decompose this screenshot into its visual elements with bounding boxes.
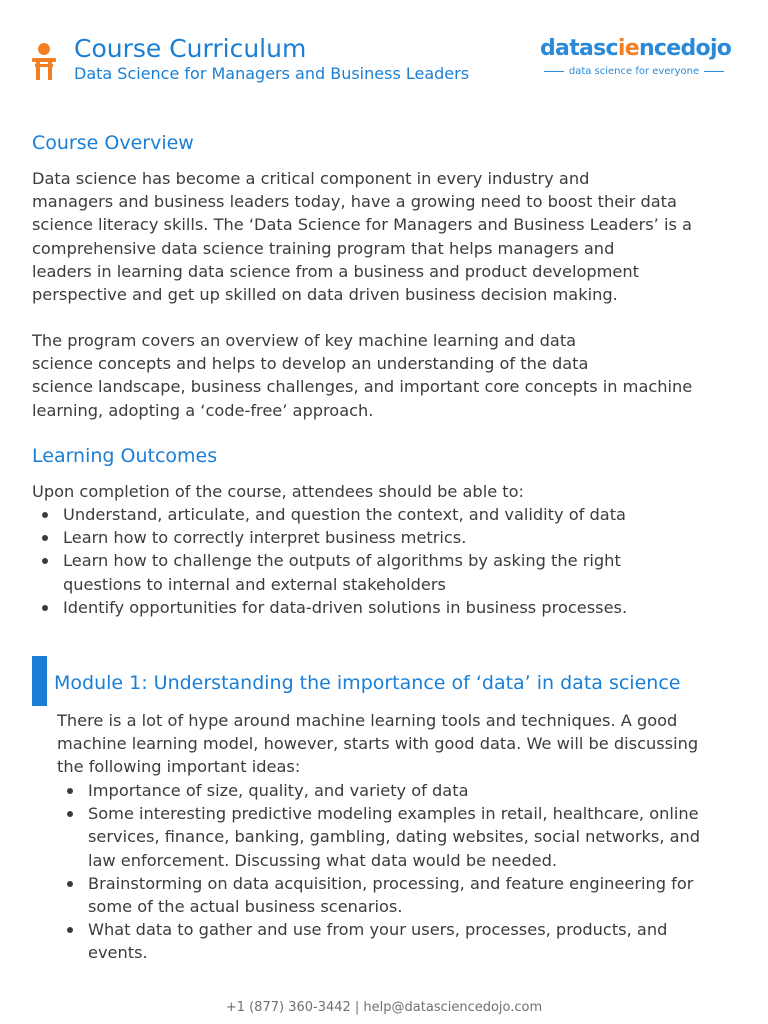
list-item xyxy=(32,526,732,549)
outcomes-intro xyxy=(32,480,732,503)
text-line: services, finance, banking, gambling, dating websites, social networks, and xyxy=(88,827,701,847)
text-line: questions to internal and external stakeholders xyxy=(63,574,446,594)
text-line: Brainstorming on data acquisition, processing, and feature engineering for xyxy=(88,873,694,893)
list-item xyxy=(57,918,737,964)
page-subtitle: Data Science for Managers and Business Leaders xyxy=(74,64,470,83)
text-line: There is a lot of hype around machine learning tools and techniques. A good xyxy=(57,711,678,730)
logo-wordmark xyxy=(540,36,731,61)
text-line: Some interesting predictive modeling examples in retail, healthcare, online xyxy=(88,804,699,824)
list-item xyxy=(32,503,732,526)
logo-part: ie xyxy=(617,36,639,61)
logo-tagline-row xyxy=(538,66,730,77)
logo-part: datasc xyxy=(540,36,618,61)
text-line: Data science has become a critical component in every industry and xyxy=(32,169,590,188)
text-line: Upon completion of the course, attendees should be able to: xyxy=(32,482,525,501)
text-line: learning, adopting a ‘code-free’ approach. xyxy=(32,400,374,420)
text-line: Identify opportunities for data-driven solutions in business processes. xyxy=(63,597,628,617)
brand-logo xyxy=(538,36,730,82)
logo-tagline: data science for everyone xyxy=(568,66,700,77)
text-line: comprehensive data science training program that helps managers and xyxy=(32,238,615,258)
dojo-gate-icon xyxy=(30,42,58,82)
list-item xyxy=(57,779,737,802)
overview-paragraph-1 xyxy=(32,167,732,306)
list-item xyxy=(57,872,737,918)
text-line: science landscape, business challenges, and important core concepts in machine xyxy=(32,377,693,397)
text-line: events. xyxy=(88,943,148,963)
page-header xyxy=(0,0,768,100)
logo-part: dojo xyxy=(680,36,732,61)
module-1-list xyxy=(57,779,737,965)
text-line: What data to gather and use from your users, processes, products, and xyxy=(88,920,668,940)
text-line: The program covers an overview of key machine learning and data xyxy=(32,331,577,350)
text-line: some of the actual business scenarios. xyxy=(88,897,403,917)
text-line: leaders in learning data science from a business and product development xyxy=(32,261,639,281)
module-accent-bar xyxy=(32,656,47,706)
outcomes-list xyxy=(32,503,732,619)
page-title: Course Curriculum xyxy=(74,34,307,63)
divider xyxy=(544,71,564,72)
logo-part: nce xyxy=(638,36,681,61)
list-item xyxy=(32,549,732,595)
footer-contact: +1 (877) 360-3442 | help@datasciencedojo.com xyxy=(225,1000,543,1015)
section-heading-overview: Course Overview xyxy=(32,132,194,154)
text-line: Understand, articulate, and question the context, and validity of data xyxy=(63,505,626,524)
section-heading-outcomes: Learning Outcomes xyxy=(32,445,218,467)
text-line: law enforcement. Discussing what data would be needed. xyxy=(88,850,558,870)
list-item xyxy=(32,596,732,619)
text-line: science literacy skills. The ‘Data Science for Managers and Business Leaders’ is a xyxy=(32,215,692,235)
text-line: Importance of size, quality, and variety of data xyxy=(88,781,469,800)
divider xyxy=(704,71,724,72)
module-1-intro xyxy=(57,709,757,779)
text-line: machine learning model, however, starts with good data. We will be discussing xyxy=(57,734,699,754)
section-heading-module-1: Module 1: Understanding the importance of ‘data’ in data science xyxy=(54,672,681,694)
text-line: Learn how to challenge the outputs of algorithms by asking the right xyxy=(63,551,621,571)
text-line: the following important ideas: xyxy=(57,757,301,777)
text-line: science concepts and helps to develop an understanding of the data xyxy=(32,354,589,374)
overview-paragraph-2 xyxy=(32,329,732,422)
text-line: perspective and get up skilled on data driven business decision making. xyxy=(32,285,618,305)
text-line: managers and business leaders today, have a growing need to boost their data xyxy=(32,192,677,212)
text-line: Learn how to correctly interpret business metrics. xyxy=(63,528,467,548)
list-item xyxy=(57,802,737,872)
